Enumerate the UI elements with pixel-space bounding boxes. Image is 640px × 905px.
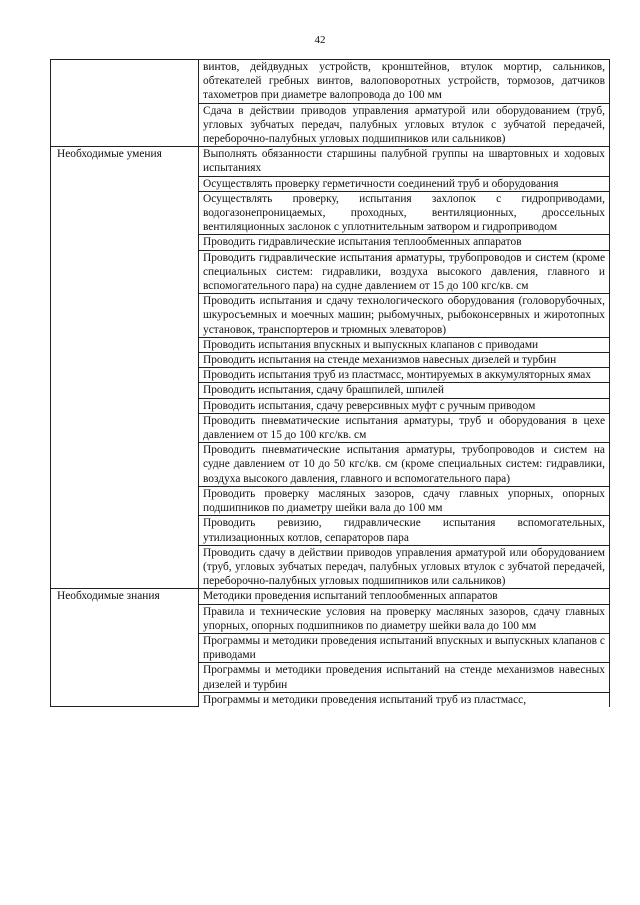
table-row xyxy=(51,589,610,604)
requirement-text: Программы и методики проведения испытаний впускных и выпускных клапанов с приводами xyxy=(199,633,610,662)
requirement-text: Проводить испытания, сдачу брашпилей, шпилей xyxy=(199,383,610,398)
section-label xyxy=(51,60,199,147)
requirement-text: винтов, дейдвудных устройств, кронштейнов, втулок мортир, сальников, обтекателей гребных винтов, валоповоротных устройств, тормозов, датчиков тахометров при диаметре валопровода до 100 мм xyxy=(199,60,610,104)
requirement-text: Проводить испытания впускных и выпускных клапанов с приводами xyxy=(199,337,610,352)
requirement-text: Проводить гидравлические испытания арматуры, трубопроводов и систем (кроме специальных систем: гидравлики, воздуха высокого давления, главного и вспомогательного пара) на судне давлением от 15 до 100 кгс/кв. см xyxy=(199,250,610,294)
requirement-text: Проводить сдачу в действии приводов управления арматурой или оборудованием (труб, угловых зубчатых передач, палубных угловых втулок с зубчатой передачей, переборочно-палубных угловых подшипников или сальников) xyxy=(199,545,610,589)
page-number: 42 xyxy=(314,34,326,46)
requirement-text: Выполнять обязанности старшины палубной группы на швартовных и ходовых испытаниях xyxy=(199,147,610,176)
requirement-text: Методики проведения испытаний теплообменных аппаратов xyxy=(199,589,610,604)
requirement-text: Осуществлять проверку, испытания захлопок с гидроприводами, водогазонепроницаемых, проходных, вентиляционных, дроссельных вентиляционных заслонок с уплотнительным затвором и гидроприводом xyxy=(199,191,610,235)
requirement-text: Проводить пневматические испытания арматуры, труб и оборудования в цехе давлением от 15 до 100 кгс/кв. см xyxy=(199,413,610,442)
requirement-text: Правила и технические условия на проверку масляных зазоров, сдачу главных упорных, опорных подшипников по диаметру шейки вала до 100 мм xyxy=(199,604,610,633)
table-row xyxy=(51,147,610,176)
requirement-text: Программы и методики проведения испытаний на стенде механизмов навесных дизелей и турбин xyxy=(199,663,610,692)
requirement-text: Проводить гидравлические испытания теплообменных аппаратов xyxy=(199,235,610,250)
requirements-table-body xyxy=(51,60,610,707)
requirement-text: Проводить испытания на стенде механизмов навесных дизелей и турбин xyxy=(199,353,610,368)
requirement-text: Проводить проверку масляных зазоров, сдачу главных упорных, опорных подшипников по диаметру шейки вала до 100 мм xyxy=(199,486,610,515)
table-row xyxy=(51,60,610,104)
requirement-text: Сдача в действии приводов управления арматурой или оборудованием (труб, угловых зубчатых передач, палубных угловых втулок с зубчатой передачей, переборочно-палубных угловых подшипников или сальников) xyxy=(199,103,610,147)
requirement-text: Проводить испытания и сдачу технологического оборудования (головорубочных, шкуросъемных и моечных машин; рыбомучных, рыбоконсервных и жиротопных установок, транспортеров и трюмных элеваторов) xyxy=(199,294,610,338)
requirement-text: Осуществлять проверку герметичности соединений труб и оборудования xyxy=(199,176,610,191)
section-label: Необходимые умения xyxy=(51,147,199,589)
requirement-text: Проводить пневматические испытания арматуры, трубопроводов и систем на судне давлением от 10 до 50 кгс/кв. см (кроме специальных систем: гидравлики, воздуха высокого давления, главного и вспомогательного пара) xyxy=(199,443,610,487)
requirement-text: Проводить ревизию, гидравлические испытания вспомогательных, утилизационных котлов, сепараторов пара xyxy=(199,516,610,545)
requirement-text: Проводить испытания, сдачу реверсивных муфт с ручным приводом xyxy=(199,398,610,413)
requirement-text: Проводить испытания труб из пластмасс, монтируемых в аккумуляторных ямах xyxy=(199,368,610,383)
requirement-text: Программы и методики проведения испытаний труб из пластмасс, xyxy=(199,692,610,707)
requirements-table xyxy=(50,59,610,707)
section-label: Необходимые знания xyxy=(51,589,199,707)
